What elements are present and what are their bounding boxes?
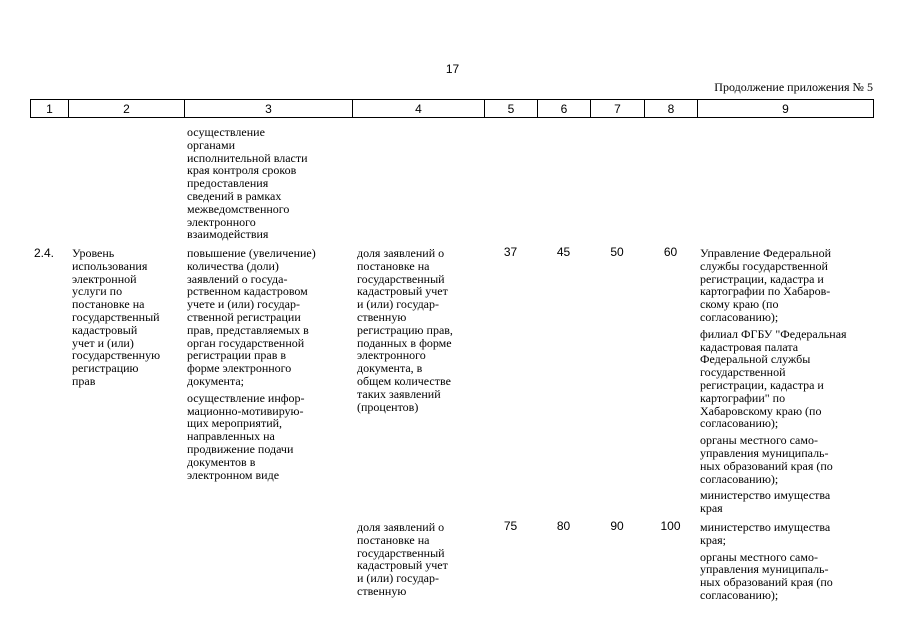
executor-1-3: органы местного само- управления муниципаль- ных образований края (по согласованию); bbox=[700, 433, 833, 486]
executor-1-1: Управление Федеральной службы государственной регистрации, кадастра и картографии по Хабаров- скому краю (по согласованию); bbox=[700, 246, 831, 324]
indicator-name bbox=[72, 247, 184, 388]
indicator-2-value-col6: 80 bbox=[556, 519, 571, 533]
column-number-header bbox=[30, 99, 874, 118]
executor-2-2: органы местного само- управления муниципаль- ных образований края (по согласованию); bbox=[700, 549, 833, 602]
executor-2-1: министерство имущества края; bbox=[700, 520, 831, 547]
column-number-7: 7 bbox=[591, 100, 645, 118]
indicator-1-value-col7: 50 bbox=[610, 245, 624, 259]
measures-cell bbox=[187, 247, 353, 481]
indicator-2-value-col7: 90 bbox=[610, 519, 624, 533]
previous-row-measure-text bbox=[187, 126, 353, 241]
previous-row-measure-paragraph: осуществление органами исполнительной власти края контроля сроков предоставления сведений в рамках межведомственного электронного взаимодействия bbox=[187, 125, 308, 242]
indicator-1-value-col5: 37 bbox=[503, 245, 518, 259]
executor-1-4: министерство имущества края bbox=[700, 488, 831, 516]
indicator-name-text: Уровень использования электронной услуги по постановке на государственный кадастровый учет и (или) государственную регистрацию прав bbox=[72, 246, 161, 388]
target-indicator-2-text: доля заявлений о постановке на государственный кадастровый учет и (или) государ- ственную bbox=[357, 520, 448, 598]
indicator-2-value-col5: 75 bbox=[503, 519, 518, 533]
column-number-3: 3 bbox=[185, 100, 353, 118]
column-number-2: 2 bbox=[69, 100, 185, 118]
indicator-1-value-col8: 60 bbox=[663, 245, 678, 259]
column-number-4: 4 bbox=[353, 100, 485, 118]
indicator-1-value-col6: 45 bbox=[556, 245, 571, 259]
measure-paragraph-1: повышение (увеличение) количества (доли) заявлений о госуда- рственном кадастровом учете и (или) государ- ственной регистрации прав, представляемых в орган государственной регистрации прав в форме электронного документа; bbox=[187, 246, 316, 388]
page-number: 17 bbox=[445, 62, 460, 76]
executor-1-2: филиал ФГБУ "Федеральная кадастровая палата Федеральной службы государственной регистрации, кадастра и картографии" по Хабаровскому краю (по согласованию); bbox=[700, 326, 847, 431]
appendix-continuation-label: Продолжение приложения № 5 bbox=[714, 80, 873, 94]
column-number-5: 5 bbox=[485, 100, 538, 118]
target-indicator-1-text: доля заявлений о постановке на государственный кадастровый учет и (или) государ- ственную регистрацию прав, поданных в форме электронного документа, в общем количестве таких заявлений (процентов) bbox=[357, 246, 453, 414]
row-number: 2.4. bbox=[34, 246, 55, 260]
measure-paragraph-2: осуществление инфор- мационно-мотивирую- щих мероприятий, направленных на продвижение подачи документов в электронном виде bbox=[187, 390, 305, 482]
column-number-8: 8 bbox=[645, 100, 698, 118]
executors-2 bbox=[700, 521, 872, 602]
column-number-9: 9 bbox=[698, 100, 874, 118]
target-indicator-2 bbox=[357, 521, 485, 598]
target-indicator-1 bbox=[357, 247, 485, 413]
indicator-2-value-col8: 100 bbox=[660, 519, 681, 533]
column-number-1: 1 bbox=[31, 100, 69, 118]
column-number-6: 6 bbox=[538, 100, 591, 118]
executors-1 bbox=[700, 247, 872, 515]
